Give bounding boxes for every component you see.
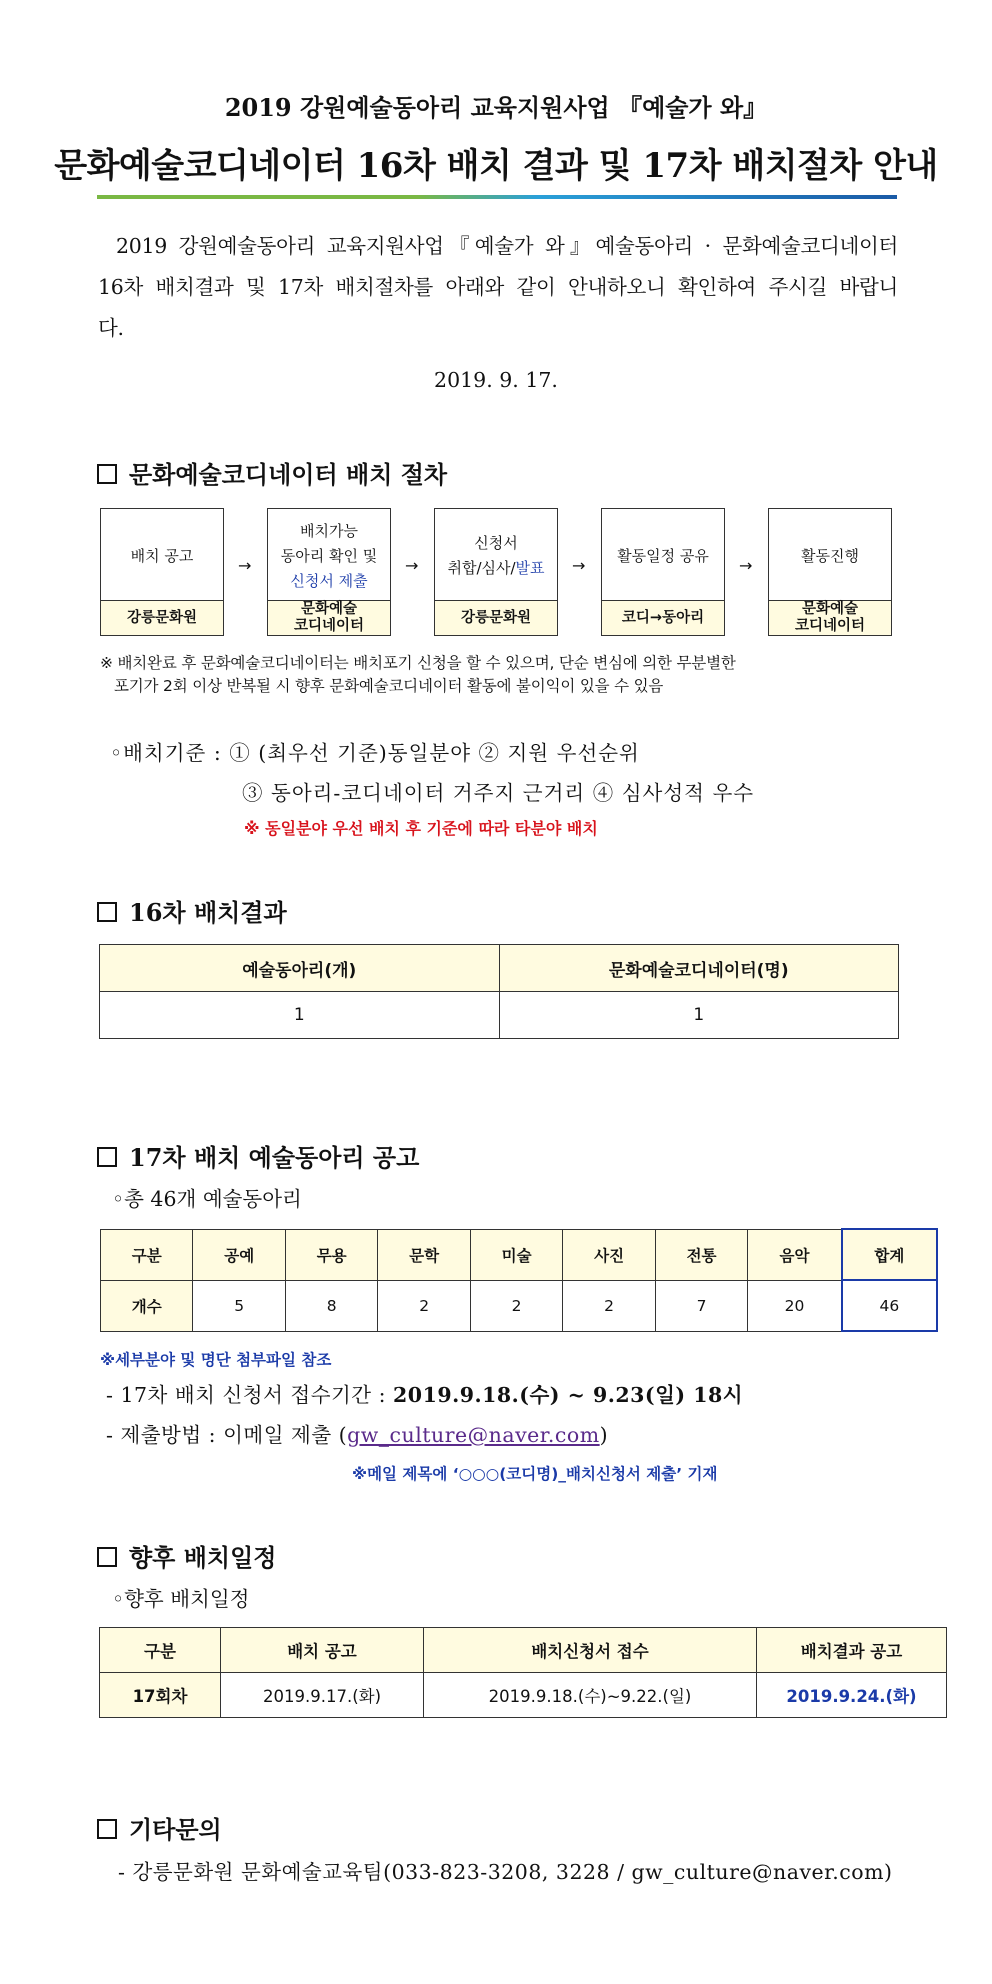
schedule-sub: ◦향후 배치일정 <box>112 1587 250 1611</box>
mail-subject-note: ※메일 제목에 ‘○○○(코디명)_배치신청서 제출’ 기재 <box>352 1465 718 1483</box>
flow-step-4 <box>601 508 725 636</box>
table-header: 전통 <box>655 1229 747 1280</box>
table-header-total: 합계 <box>842 1229 937 1280</box>
intro-line-3: 다. <box>98 316 124 340</box>
flow-step-label: 활동진행 <box>801 546 859 565</box>
email-link[interactable]: gw_culture@naver.com <box>347 1423 600 1447</box>
flow-arrow-icon: → <box>572 556 586 575</box>
table-row <box>100 992 899 1039</box>
flow-step-label: 배치 공고 <box>130 546 194 565</box>
section-heading-notice17: 17차 배치 예술동아리 공고 <box>97 1138 419 1173</box>
note-line-2: 포기가 2회 이상 반복될 시 향후 문화예술코디네이터 활동에 불이익이 있을 수 있음 <box>114 677 664 695</box>
section-heading-schedule: 향후 배치일정 <box>97 1538 276 1573</box>
table-cell: 2 <box>563 1280 655 1331</box>
criteria-note: ※ 동일분야 우선 배치 후 기준에 따라 타분야 배치 <box>244 819 598 838</box>
table-cell: 2 <box>470 1280 562 1331</box>
section-heading-contact: 기타문의 <box>97 1810 222 1845</box>
contact-line: - 강릉문화원 문화예술교육팀(033-823-3208, 3228 / gw_culture@naver.com) <box>118 1860 893 1884</box>
application-period: - 17차 배치 신청서 접수기간 : 2019.9.18.(수) ~ 9.23(일) 18시 <box>106 1383 744 1407</box>
intro-paragraph <box>98 226 898 349</box>
flow-step-3 <box>434 508 558 636</box>
flow-arrow-icon: → <box>238 556 252 575</box>
section-heading-result16: 16차 배치결과 <box>97 893 287 928</box>
flow-step-owner: 문화예술 코디네이터 <box>769 600 891 635</box>
table-header: 사진 <box>563 1229 655 1280</box>
notice-date: 2019. 9. 17. <box>434 368 558 392</box>
table-header: 미술 <box>470 1229 562 1280</box>
table-cell: 7 <box>655 1280 747 1331</box>
table-row <box>100 1673 947 1718</box>
attachment-reference: ※세부분야 및 명단 첨부파일 참조 <box>100 1351 332 1369</box>
submission-method: - 제출방법 : 이메일 제출 (gw_culture@naver.com) <box>106 1423 609 1447</box>
schedule-table <box>99 1627 947 1718</box>
table-header: 배치결과 공고 <box>757 1628 947 1673</box>
flow-step-5 <box>768 508 892 636</box>
table-cell: 2 <box>378 1280 470 1331</box>
doc-subtitle: 2019 강원예술동아리 교육지원사업 『예술가 와』 <box>224 93 768 122</box>
table-header: 배치신청서 접수 <box>424 1628 757 1673</box>
checkbox-square-icon <box>97 902 117 922</box>
criteria-line-2: ③ 동아리-코디네이터 거주지 근거리 ④ 심사성적 우수 <box>242 781 755 805</box>
flow-step-2 <box>267 508 391 636</box>
table-header: 구분 <box>101 1229 193 1280</box>
flow-step-label: 배치가능 동아리 확인 및 신청서 제출 <box>280 521 378 590</box>
table-cell: 5 <box>193 1280 285 1331</box>
table-row-label: 17회차 <box>100 1673 221 1718</box>
procedure-note <box>100 652 900 698</box>
table-cell: 2019.9.17.(화) <box>221 1673 424 1718</box>
table-header: 구분 <box>100 1628 221 1673</box>
result16-table <box>99 944 899 1039</box>
table-cell: 1 <box>499 992 899 1039</box>
table-cell: 8 <box>285 1280 377 1331</box>
criteria-line-1: ◦배치기준 : ① (최우선 기준)동일분야 ② 지원 우선순위 <box>110 741 640 765</box>
table-header: 문화예술코디네이터(명) <box>499 945 899 992</box>
flow-step-owner: 코디→동아리 <box>602 600 724 635</box>
checkbox-square-icon <box>97 1147 117 1167</box>
doc-title: 문화예술코디네이터 16차 배치 결과 및 17차 배치절차 안내 <box>54 146 938 186</box>
flow-step-label: 활동일정 공유 <box>617 546 709 565</box>
note-line-1: ※ 배치완료 후 문화예술코디네이터는 배치포기 신청을 할 수 있으며, 단순 변심에 의한 무분별한 <box>100 654 736 672</box>
section-heading-procedure: 문화예술코디네이터 배치 절차 <box>97 455 447 490</box>
intro-line-2: 16차 배치결과 및 17차 배치절차를 아래와 같이 안내하오니 확인하여 주시길 바랍니 <box>98 275 898 299</box>
title-divider <box>97 195 897 199</box>
table-cell: 2019.9.18.(수)~9.22.(일) <box>424 1673 757 1718</box>
table-header: 예술동아리(개) <box>100 945 500 992</box>
table-cell: 20 <box>748 1280 842 1331</box>
flow-step-owner: 강릉문화원 <box>101 600 223 635</box>
flow-step-label: 신청서 취합/심사/발표 <box>447 534 545 577</box>
flow-arrow-icon: → <box>405 556 419 575</box>
table-cell-total: 46 <box>842 1280 937 1331</box>
table-row <box>101 1280 938 1331</box>
table-row-label: 개수 <box>101 1280 193 1331</box>
table-cell-result-date: 2019.9.24.(화) <box>757 1673 947 1718</box>
checkbox-square-icon <box>97 1547 117 1567</box>
table-header: 공예 <box>193 1229 285 1280</box>
flow-step-owner: 강릉문화원 <box>435 600 557 635</box>
intro-line-1: 2019 강원예술동아리 교육지원사업『예술가 와』예술동아리 · 문화예술코디네이터 <box>116 234 898 258</box>
table-header: 음악 <box>748 1229 842 1280</box>
checkbox-square-icon <box>97 464 117 484</box>
table-header: 배치 공고 <box>221 1628 424 1673</box>
table-header: 무용 <box>285 1229 377 1280</box>
checkbox-square-icon <box>97 1819 117 1839</box>
flow-step-owner: 문화예술 코디네이터 <box>268 600 390 635</box>
flow-arrow-icon: → <box>739 556 753 575</box>
table-cell: 1 <box>100 992 500 1039</box>
table-header: 문학 <box>378 1229 470 1280</box>
notice17-total: ◦총 46개 예술동아리 <box>112 1187 302 1211</box>
notice17-table <box>100 1228 938 1332</box>
flow-step-1 <box>100 508 224 636</box>
